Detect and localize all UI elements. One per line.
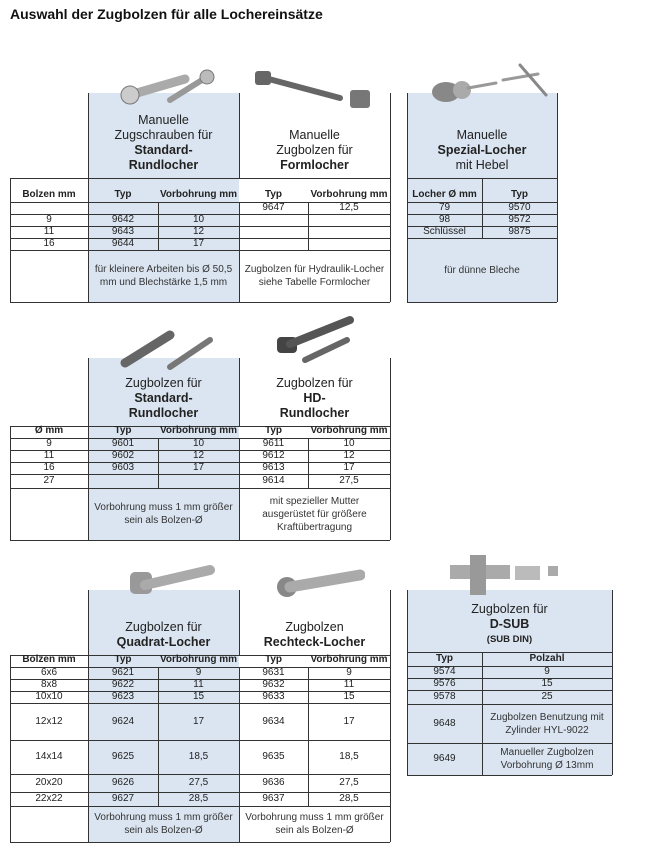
bolt-image (275, 312, 355, 367)
table-cell: 9626 (111, 777, 135, 788)
table-cell (308, 214, 390, 226)
divider (239, 450, 240, 462)
divider (239, 703, 240, 740)
table-cell: 11 (43, 450, 55, 461)
table-cell: 9601 (111, 438, 135, 449)
divider (482, 226, 483, 238)
divider (482, 202, 483, 214)
table-cell: 25 (541, 691, 553, 702)
note: Vorbohrung muss 1 mm größer sein als Bolzen-Ø (94, 812, 233, 836)
divider (158, 679, 159, 691)
table-cell: 27,5 (339, 475, 359, 486)
column-header: Typ (264, 654, 283, 665)
divider (239, 250, 240, 302)
table-cell: 9642 (111, 214, 135, 225)
column-header: Vorbohrung mm (310, 654, 388, 665)
divider (239, 226, 240, 238)
column-header: Vorbohrung mm (310, 425, 388, 436)
table-cell: 9631 (262, 667, 285, 678)
table-cell: 9602 (111, 450, 135, 461)
table-cell: 9 (46, 214, 52, 225)
divider (158, 202, 159, 214)
divider (158, 226, 159, 238)
divider (239, 740, 240, 774)
column-header: Ø mm (34, 425, 64, 436)
bolt-image (250, 68, 380, 113)
column-header: Vorbohrung mm (159, 425, 238, 436)
header-bold-line: D-SUB (489, 617, 530, 631)
note: Zugbolzen für Hydraulik-Locher siehe Tabelle Formlocher (244, 264, 385, 288)
column-header: Vorbohrung mm (310, 189, 388, 200)
table-cell: 11 (193, 679, 204, 690)
table-cell: 17 (343, 462, 355, 473)
page-title: Auswahl der Zugbolzen für alle Lochereinsätze (10, 6, 323, 22)
note: Vorbohrung muss 1 mm größer sein als Bolzen-Ø (245, 812, 384, 836)
bolt-image (115, 325, 215, 370)
divider (390, 590, 391, 842)
table-cell: 9614 (262, 475, 285, 486)
column-header: Bolzen mm (22, 189, 76, 200)
divider (557, 93, 558, 302)
header-bold-line: Rundlocher (128, 158, 199, 172)
divider (158, 740, 159, 774)
table-cell: 8x8 (40, 679, 58, 690)
table-cell: Zugbolzen Benutzung mit Zylinder HYL-9022 (490, 711, 604, 736)
table-cell: 28,5 (339, 793, 359, 804)
column-header: Typ (114, 654, 132, 665)
header-bold-line: Rundlocher (279, 406, 350, 420)
table-cell: 18,5 (188, 751, 209, 762)
section-header-2b (239, 358, 390, 426)
divider (308, 450, 309, 462)
column-header: Typ (510, 189, 529, 200)
divider (239, 774, 240, 792)
divider (239, 474, 240, 488)
column-header: Typ (264, 425, 283, 436)
divider (308, 740, 309, 774)
header-bold-line: Rundlocher (128, 406, 199, 420)
divider (612, 590, 613, 775)
table-cell: 9578 (433, 691, 456, 702)
table-cell: 10x10 (35, 691, 63, 702)
header-line: Zugbolzen für (276, 376, 353, 390)
divider (239, 806, 240, 842)
bolt-image (428, 60, 553, 110)
header-line: Zugbolzen für (471, 602, 548, 616)
header-bold-line: Rechteck-Locher (263, 635, 366, 649)
column-header: Typ (114, 425, 132, 436)
table-cell: 9 (195, 667, 202, 678)
table-cell: 9634 (262, 715, 285, 727)
bolt-image (125, 560, 215, 600)
table-cell: 9875 (508, 226, 531, 237)
table-cell: 9643 (111, 226, 135, 237)
divider (10, 842, 390, 843)
divider (308, 667, 309, 679)
header-bold-line: Spezial-Locher (437, 143, 527, 157)
divider (239, 238, 240, 250)
section-header-1a (88, 93, 239, 178)
column-header: Vorbohrung mm (159, 654, 238, 665)
bolt-image (440, 550, 565, 595)
table-cell: 9644 (111, 238, 135, 249)
table-cell: 9636 (262, 777, 285, 788)
table-cell: 9 (346, 667, 352, 678)
divider (308, 462, 309, 474)
divider (239, 462, 240, 474)
divider (308, 202, 309, 214)
header-line: Manuelle (289, 128, 340, 142)
table-cell: 12 (192, 450, 205, 461)
divider (239, 691, 240, 703)
bolt-image (115, 65, 215, 105)
header-line: Manuelle (456, 128, 508, 142)
header-line: Manuelle (138, 113, 189, 127)
table-cell (239, 214, 308, 226)
divider (308, 438, 309, 450)
table-cell: 9 (46, 438, 52, 449)
divider (239, 667, 240, 679)
divider (10, 540, 390, 541)
divider (239, 679, 240, 691)
divider (482, 678, 483, 690)
column-header: Locher Ø mm (412, 189, 477, 200)
table-cell: 17 (192, 462, 205, 473)
table-cell: 9632 (262, 679, 285, 690)
header-line: Zugschrauben für (114, 128, 213, 142)
table-cell: 12 (343, 450, 355, 461)
divider (482, 666, 483, 678)
table-cell (88, 202, 158, 214)
column-header: Vorbohrung mm (159, 189, 238, 200)
divider (239, 488, 240, 540)
divider (239, 590, 240, 655)
divider (10, 302, 390, 303)
table-cell: 9611 (262, 438, 285, 449)
divider (158, 462, 159, 474)
table-cell: 9648 (433, 717, 456, 729)
table-cell: 11 (43, 226, 55, 237)
column-header: Bolzen mm (22, 654, 76, 665)
table-cell: 20x20 (35, 777, 63, 788)
divider (158, 691, 159, 703)
header-bold-line: Formlocher (280, 158, 349, 172)
table-cell: 9613 (262, 462, 285, 473)
divider (158, 703, 159, 740)
divider (239, 202, 240, 214)
table-cell: 9625 (111, 751, 135, 762)
divider (158, 238, 159, 250)
divider (482, 743, 483, 775)
divider (158, 214, 159, 226)
divider (390, 358, 391, 540)
table-cell: 10 (343, 438, 355, 449)
column-header: Typ (114, 189, 132, 200)
divider (308, 691, 309, 703)
table-cell: 9622 (111, 679, 135, 690)
table-cell: 9 (544, 666, 550, 677)
table-cell: 9572 (508, 214, 531, 225)
header-line: Zugbolzen für (125, 620, 202, 634)
divider (158, 667, 159, 679)
table-cell: 12,5 (339, 202, 359, 213)
divider (239, 93, 240, 178)
table-cell: 6x6 (40, 667, 58, 678)
divider (158, 774, 159, 792)
table-cell (308, 226, 390, 238)
divider (158, 792, 159, 806)
divider (407, 775, 612, 776)
table-cell: 9576 (433, 678, 456, 689)
note: Vorbohrung muss 1 mm größer sein als Bolzen-Ø (94, 502, 233, 526)
divider (308, 226, 309, 238)
table-cell (239, 238, 308, 250)
divider (308, 792, 309, 806)
table-cell: Schlüssel (423, 226, 466, 237)
table-cell: 15 (541, 678, 553, 689)
header-bold-line: Standard- (134, 143, 193, 157)
divider (308, 774, 309, 792)
divider (239, 214, 240, 226)
divider (482, 704, 483, 743)
divider (482, 214, 483, 226)
divider (308, 703, 309, 740)
column-header: Polzahl (529, 653, 565, 664)
table-cell: 9621 (111, 667, 135, 678)
table-cell: 9574 (433, 666, 456, 677)
column-header: Typ (264, 189, 283, 200)
divider (158, 438, 159, 450)
table-cell: 9647 (262, 202, 285, 213)
table-cell (10, 202, 88, 214)
divider (239, 438, 240, 450)
table-cell: 10 (192, 438, 205, 449)
divider (158, 474, 159, 488)
divider (407, 302, 557, 303)
table-cell: 16 (43, 462, 55, 473)
table-cell (158, 474, 239, 488)
table-cell: 9570 (508, 202, 531, 213)
header-line: mit Hebel (455, 158, 509, 172)
note: mit spezieller Mutter ausgerüstet für größere Kraftübertragung (262, 495, 367, 533)
divider (308, 679, 309, 691)
table-cell: 9612 (262, 450, 285, 461)
table-cell: 28,5 (188, 793, 209, 804)
dsub-header (407, 590, 612, 652)
table-cell: 12x12 (35, 715, 63, 727)
divider (482, 652, 483, 666)
table-cell: 98 (438, 214, 451, 225)
table-cell: 27,5 (339, 777, 359, 788)
table-cell: 14x14 (35, 751, 63, 762)
table-cell: 9627 (111, 793, 135, 804)
header-bold-line: Quadrat-Locher (116, 635, 211, 649)
divider (482, 690, 483, 704)
table-cell: 79 (438, 202, 451, 213)
table-cell (239, 226, 308, 238)
table-cell: 9635 (262, 751, 285, 762)
header-line: Zugbolzen für (125, 376, 202, 390)
table-cell: 15 (343, 691, 355, 702)
table-cell: 9649 (433, 753, 456, 764)
header-bold-line: Standard- (134, 391, 193, 405)
table-cell: 27 (43, 475, 55, 486)
table-cell: 10 (192, 214, 205, 225)
table-cell: 9633 (262, 691, 285, 702)
table-cell: 11 (343, 679, 355, 690)
divider (308, 238, 309, 250)
divider (158, 450, 159, 462)
table-cell (88, 474, 158, 488)
note: für dünne Bleche (444, 264, 520, 276)
table-cell: 9603 (111, 462, 135, 473)
header-line: Zugbolzen (285, 620, 344, 634)
table-cell: 16 (43, 238, 55, 249)
bolt-image (275, 565, 365, 600)
divider (390, 93, 391, 302)
table-cell: 9624 (111, 715, 135, 727)
table-cell: 18,5 (339, 751, 359, 762)
divider (308, 214, 309, 226)
table-cell: 17 (192, 238, 205, 249)
note: für kleinere Arbeiten bis Ø 50,5 mm und Blechstärke 1,5 mm (94, 264, 233, 288)
divider (239, 358, 240, 426)
column-header: Typ (435, 653, 454, 664)
divider (308, 474, 309, 488)
header-bold-line: HD- (303, 391, 326, 405)
table-cell: 15 (192, 691, 205, 702)
table-cell: Manueller Zugbolzen Vorbohrung Ø 13mm (500, 747, 594, 771)
table-cell: 22x22 (35, 793, 63, 804)
table-cell: 9637 (262, 793, 285, 804)
header-subtitle: (SUB DIN) (486, 634, 533, 645)
divider (239, 792, 240, 806)
table-cell: 27,5 (188, 777, 209, 788)
table-cell (308, 238, 390, 250)
table-cell: 17 (343, 715, 355, 727)
table-cell: 17 (192, 715, 205, 727)
divider (482, 178, 483, 202)
header-line: Zugbolzen für (276, 143, 353, 157)
table-cell: 12 (192, 226, 205, 237)
table-cell (158, 202, 239, 214)
table-cell: 9623 (111, 691, 135, 702)
